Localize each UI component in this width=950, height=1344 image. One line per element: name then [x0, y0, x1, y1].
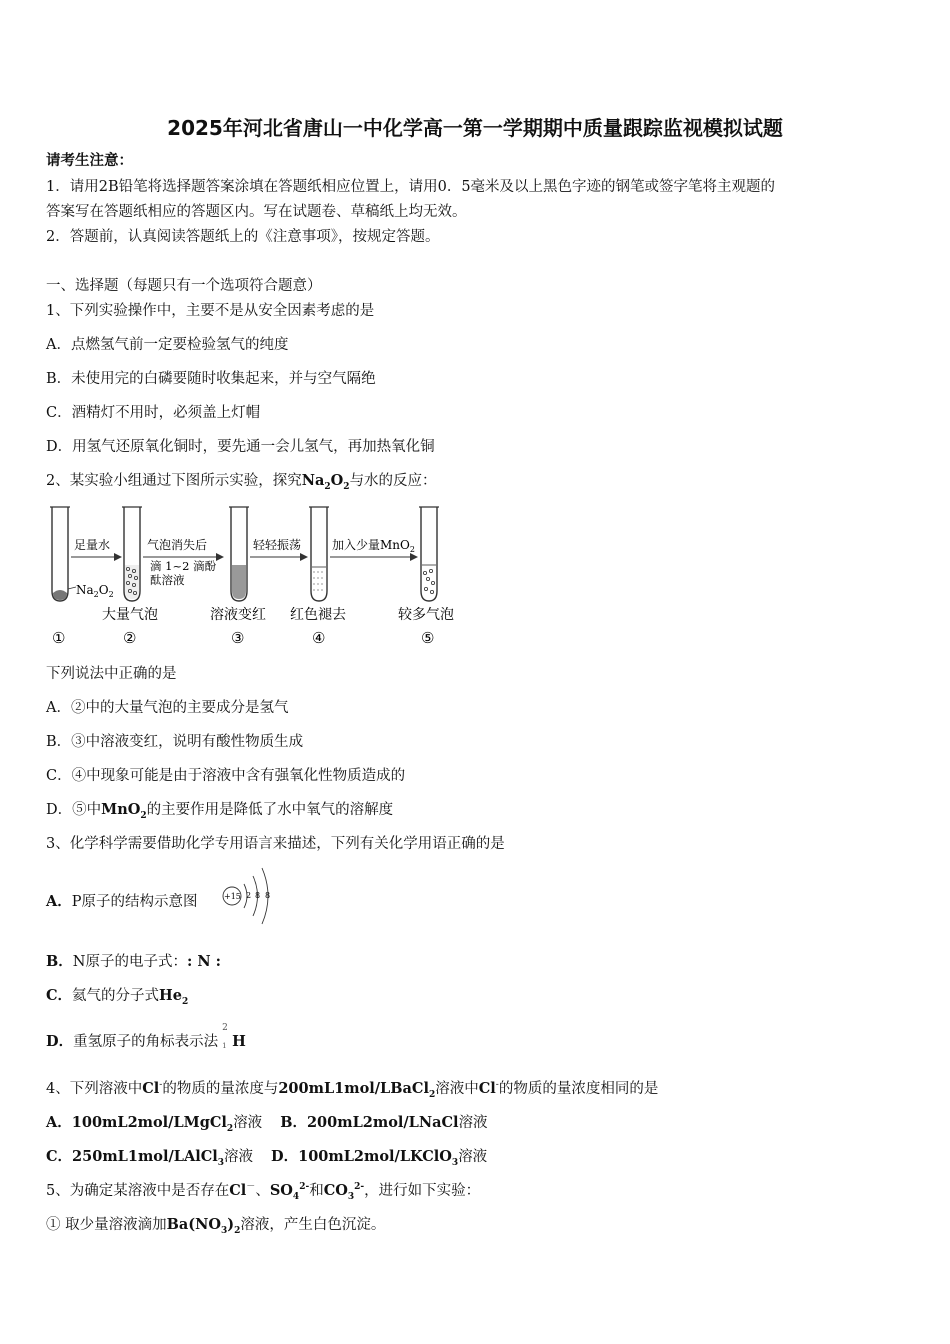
na2o2-experiment-diagram [44, 503, 474, 648]
q1-option-b: B．未使用完的白磷要随时收集起来，并与空气隔绝 [46, 371, 376, 387]
test-tube-3 [229, 507, 249, 601]
notice-item-1a: 1．请用2B铅笔将选择题答案涂填在答题纸相应位置上，请用0．5毫米及以上黑色字迹的钢笔或签字笔将主观题的 [46, 179, 776, 195]
section-heading: 一、选择题（每题只有一个选项符合题意） [46, 278, 322, 294]
arrow-3-label: 轻轻振荡 [253, 538, 302, 552]
q2-option-b: B．③中溶液变红，说明有酸性物质生成 [46, 734, 304, 750]
q1-option-d: D．用氢气还原氧化铜时，要先通一会儿氢气，再加热氧化铜 [46, 439, 435, 455]
q2-lead: 下列说法中正确的是 [46, 666, 177, 682]
svg-text:2: 2 [246, 891, 252, 900]
svg-text:8: 8 [255, 891, 261, 900]
q1-stem: 1、下列实验操作中，主要不是从安全因素考虑的是 [46, 303, 375, 319]
obs-4: 红色褪去 [290, 607, 346, 623]
q2-stem: 2、某实验小组通过下图所示实验，探究$Na_2O_2$与水的反应： [46, 472, 437, 492]
arrow-1-label: 足量水 [74, 538, 111, 552]
q3-option-c: C．氦气的分子式$He_2$ [46, 987, 189, 1007]
q3-option-d: D．重氢原子的角标表示法 2 1 H [46, 1023, 246, 1050]
test-tube-1 [50, 507, 70, 601]
notice-item-1b: 答案写在答题纸相应的答题区内。写在试题卷、草稿纸上均无效。 [46, 204, 467, 220]
arrow-4-label: 加入少量MnO$_2$ [332, 538, 415, 554]
exam-title: 2025年河北省唐山一中化学高一第一学期期中质量跟踪监视模拟试题 [167, 116, 783, 140]
svg-text:+15: +15 [224, 892, 241, 901]
q5-step-1: ① 取少量溶液滴加$Ba(NO_3)_2$溶液，产生白色沉淀。 [46, 1216, 386, 1236]
notice-item-2: 2．答题前，认真阅读答题纸上的《注意事项》，按规定答题。 [46, 229, 440, 245]
q3-option-b: B．N原子的电子式：: N : [46, 953, 222, 970]
reagent-label: $Na_2O_2$ [76, 583, 114, 599]
step-4: ④ [312, 629, 326, 647]
q2-option-c: C．④中现象可能是由于溶液中含有强氧化性物质造成的 [46, 768, 406, 784]
q2-option-a: A．②中的大量气泡的主要成分是氢气 [46, 700, 289, 716]
q4-options-cd: C．250mL1mol/LAlCl$_3$溶液 D．100mL2mol/LKClO$_3$溶液 [46, 1148, 488, 1168]
isotope-notation: 2 1 [222, 1023, 228, 1050]
q2-option-d: D．⑤中MnO$_2$的主要作用是降低了水中氧气的溶解度 [46, 801, 394, 821]
obs-2: 大量气泡 [102, 607, 158, 623]
obs-5: 较多气泡 [398, 607, 454, 623]
step-2: ② [123, 629, 137, 647]
q3-stem: 3、化学科学需要借助化学专用语言来描述，下列有关化学用语正确的是 [46, 836, 505, 852]
step-5: ⑤ [421, 629, 435, 647]
q1-option-c: C．酒精灯不用时，必须盖上灯帽 [46, 405, 261, 421]
q5-stem: 5、为确定某溶液中是否存在Cl－、$SO_4^{2-}$和$CO_3^{2-}$，进行如下实验： [46, 1182, 481, 1202]
q1-option-a: A．点燃氢气前一定要检验氢气的纯度 [46, 337, 289, 353]
test-tube-5 [419, 507, 439, 601]
arrow-2-label-1: 气泡消失后 [147, 538, 208, 552]
q4-stem: 4、下列溶液中Cl-的物质的量浓度与200mL1mol/LBaCl$_2$溶液中Cl-的物质的量浓度相同的是 [46, 1080, 659, 1100]
arrow-2-label-2: 滴 1~2 滴酚 [150, 559, 217, 573]
test-tube-2 [122, 507, 142, 601]
obs-3: 溶液变红 [210, 607, 266, 623]
notice-heading: 请考生注意： [46, 152, 133, 169]
step-1: ① [52, 629, 66, 647]
svg-text:8: 8 [265, 891, 271, 900]
q3-option-a: A．P原子的结构示意图 [46, 893, 198, 910]
test-tube-4 [309, 507, 329, 601]
step-3: ③ [231, 629, 245, 647]
p-atom-structure-diagram [220, 862, 280, 928]
q4-options-ab: A．100mL2mol/LMgCl$_2$溶液 B．200mL2mol/LNaCl溶液 [46, 1114, 488, 1134]
arrow-2-label-3: 酞溶液 [150, 573, 185, 587]
